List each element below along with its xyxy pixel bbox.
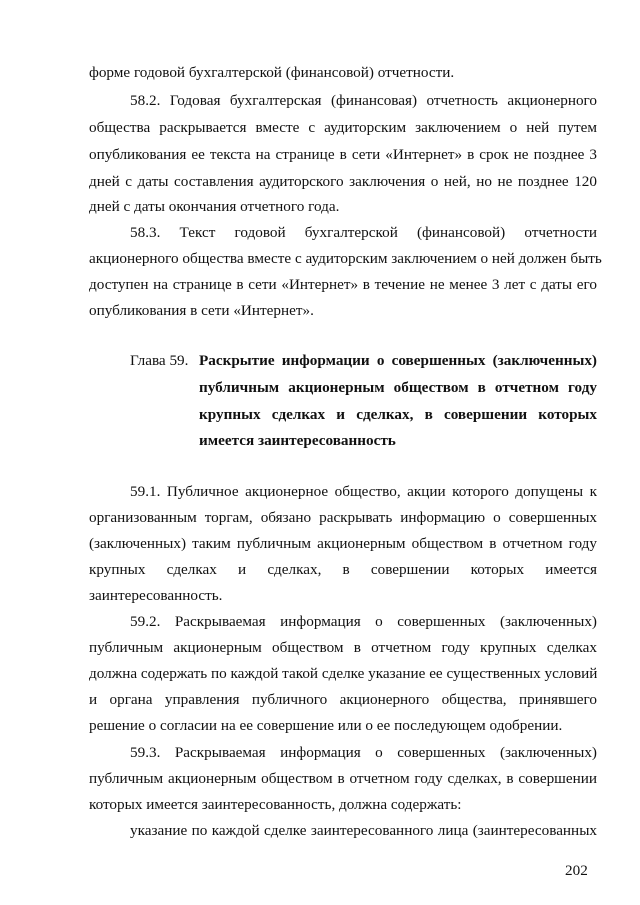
paragraph-line: 59.1. Публичное акционерное общество, акции которого допущены к [130,483,597,500]
paragraph-line: (заключенных) таким публичным акционерным обществом в отчетном году [89,535,597,552]
paragraph-line: общества раскрывается вместе с аудиторским заключением о ней путем [89,119,597,136]
paragraph-line: 58.3. Текст годовой бухгалтерской (финансовой) отчетности [130,224,597,241]
paragraph-line: форме годовой бухгалтерской (финансовой) отчетности. [89,64,455,81]
paragraph-line: решение о согласии на ее совершение или о ее последующем одобрении. [89,717,563,734]
chapter-title-line: Раскрытие информации о совершенных (заключенных) [199,352,597,369]
chapter-title-line: крупных сделках и сделках, в совершении которых [199,406,597,423]
paragraph-line: должна содержать по каждой такой сделке указание ее существенных условий [89,665,598,682]
paragraph-line: и органа управления публичного акционерного общества, принявшего [89,691,597,708]
paragraph-line: акционерного общества вместе с аудиторским заключением о ней должен быть [89,250,602,267]
paragraph-line: доступен на странице в сети «Интернет» в течение не менее 3 лет с даты его [89,276,597,293]
paragraph-line: публичным акционерным обществом в отчетном году крупных сделках [89,639,597,656]
paragraph-line: дней с даты составления аудиторского заключения о ней, но не позднее 120 [89,173,597,190]
paragraph-line: публичным акционерным обществом в отчетном году сделках, в совершении [89,770,597,787]
paragraph-line: крупных сделках и сделках, в совершении которых имеется [89,561,597,578]
chapter-title-line: имеется заинтересованность [199,432,396,449]
paragraph-line: 58.2. Годовая бухгалтерская (финансовая) отчетность акционерного [130,92,597,109]
paragraph-line: 59.3. Раскрываемая информация о совершенных (заключенных) [130,744,597,761]
chapter-title-line: публичным акционерным обществом в отчетном году [199,379,597,396]
chapter-label: Глава 59. [130,352,189,369]
paragraph-line: указание по каждой сделке заинтересованного лица (заинтересованных [130,822,597,839]
paragraph-line: заинтересованность. [89,587,223,604]
paragraph-line: 59.2. Раскрываемая информация о совершенных (заключенных) [130,613,597,630]
paragraph-line: опубликования ее текста на странице в сети «Интернет» в срок не позднее 3 [89,146,597,163]
paragraph-line: организованным торгам, обязано раскрывать информацию о совершенных [89,509,597,526]
page-number: 202 [565,862,588,879]
paragraph-line: которых имеется заинтересованность, должна содержать: [89,796,462,813]
paragraph-line: дней с даты окончания отчетного года. [89,198,340,215]
paragraph-line: опубликования в сети «Интернет». [89,302,314,319]
